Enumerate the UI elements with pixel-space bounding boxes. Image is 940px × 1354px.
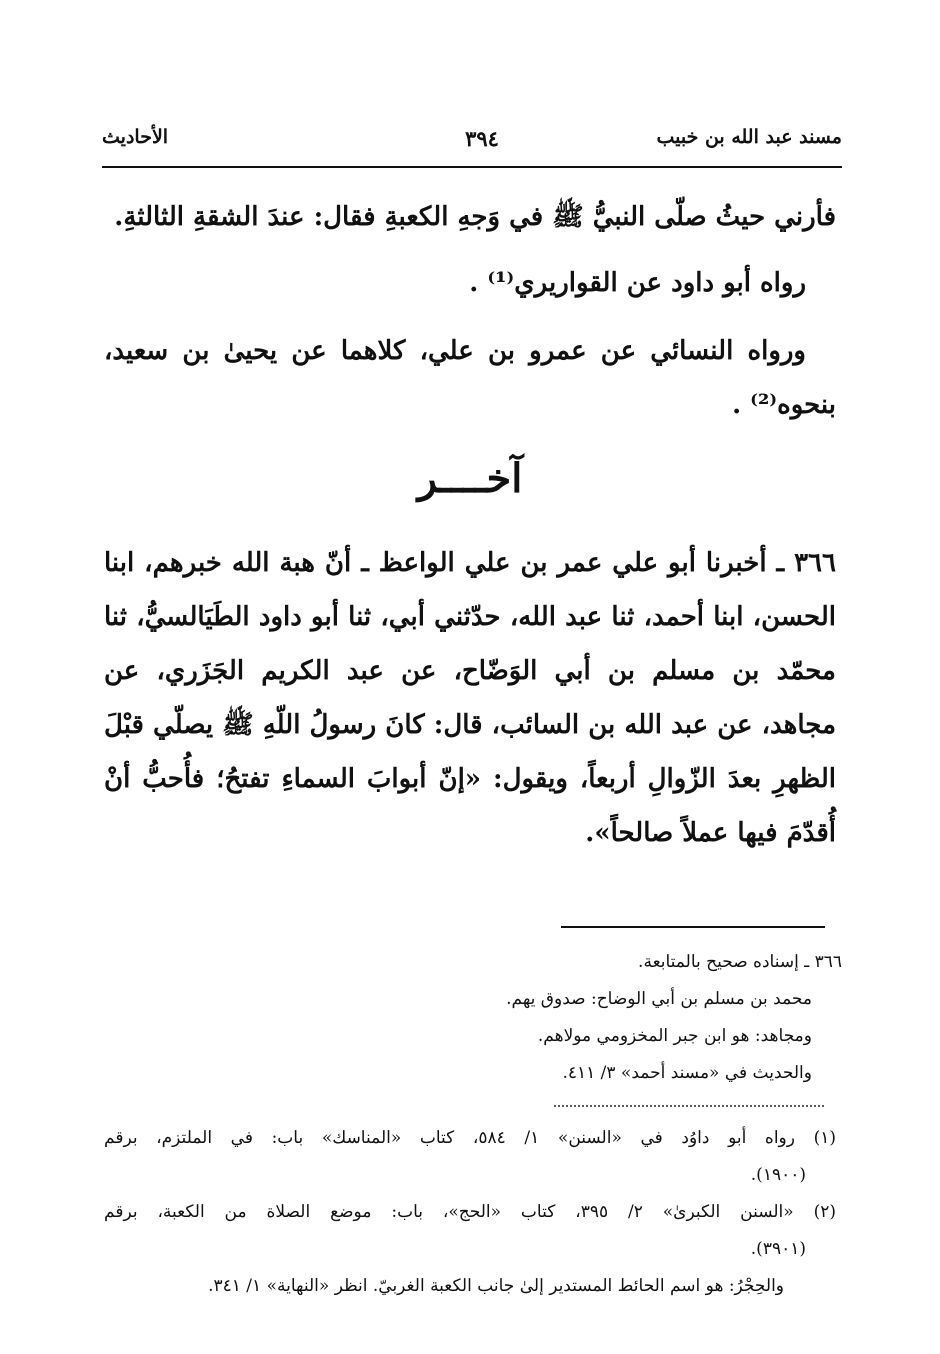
hadith-continuation: فأرني حيثُ صلّى النبيُّ ﷺ في وَجهِ الكعبةِ فقال: عندَ الشقةِ الثالثةِ.	[114, 202, 836, 232]
notes-divider	[554, 1105, 824, 1107]
footnote-2: (٢) «السنن الكبرىٰ» ٢/ ٣٩٥، كتاب «الحج»، باب: موضع الصلاة من الكعبة، برقم	[104, 1202, 836, 1222]
header-divider	[102, 166, 842, 168]
page-header	[102, 126, 842, 158]
takhrij-line: ومجاهد: هو ابن جبر المخزومي مولاهم.	[537, 1026, 812, 1046]
footnote-hijr: والحِجْرُ: هو اسم الحائط المستدير إلىٰ جانب الكعبة الغربيّ. انظر «النهاية» ١/ ٣٤١.	[208, 1276, 784, 1296]
footnote-1: (١) رواه أبو داوُد في «السنن» ١/ ٥٨٤، كتاب «المناسك» باب: في الملتزم، برقم	[104, 1128, 837, 1148]
narration-note-nasai: ورواه النسائي عن عمرو بن علي، كلاهما عن يحيىٰ بن سعيد، بنحوه⁽²⁾ .	[104, 336, 836, 420]
takhrij-line: ٣٦٦ ـ إسناده صحيح بالمتابعة.	[638, 952, 842, 972]
hadith-366: ٣٦٦ ـ أخبرنا أبو علي عمر بن علي الواعظ ـ أنّ هبة الله خبرهم، ابنا الحسن، ابنا أحمد، ثنا عبد الله، حدّثني أبي، ثنا أبو داود الطَيَالسيُّ، ثنا محمّد بن مسلم بن أبي الوَضّاح، عن عبد الكريم الجَزَري، عن مجاهد، عن عبد الله بن السائب، قال: كانَ رسولُ اللّهِ ﷺ يصلّي قبْلَ الظهرِ بعدَ الزّوالِ أربعاً، ويقول: «إنّ أبوابَ السماءِ تفتحُ؛ فأُحبُّ أنْ أُقدّمَ فيها عملاً صالحاً».	[104, 548, 836, 848]
section-title: آخــــر	[417, 455, 523, 502]
page-number: ٣٩٤	[465, 126, 499, 151]
book-title: مسند عبد الله بن خبيب	[656, 126, 842, 148]
footnote-1-cont: (١٩٠٠).	[750, 1165, 806, 1185]
footnote-divider	[561, 926, 825, 928]
narration-note: رواه أبو داود عن القواريري⁽¹⁾ .	[469, 268, 806, 298]
takhrij-line: محمد بن مسلم بن أبي الوضاح: صدوق يهم.	[506, 989, 812, 1009]
footnote-2-cont: (٣٩٠١).	[750, 1239, 806, 1259]
section-name: الأحاديث	[102, 126, 169, 148]
takhrij-block	[250, 944, 842, 1092]
footnotes-block	[104, 1120, 836, 1305]
takhrij-line: والحديث في «مسند أحمد» ٣/ ٤١١.	[562, 1063, 812, 1083]
